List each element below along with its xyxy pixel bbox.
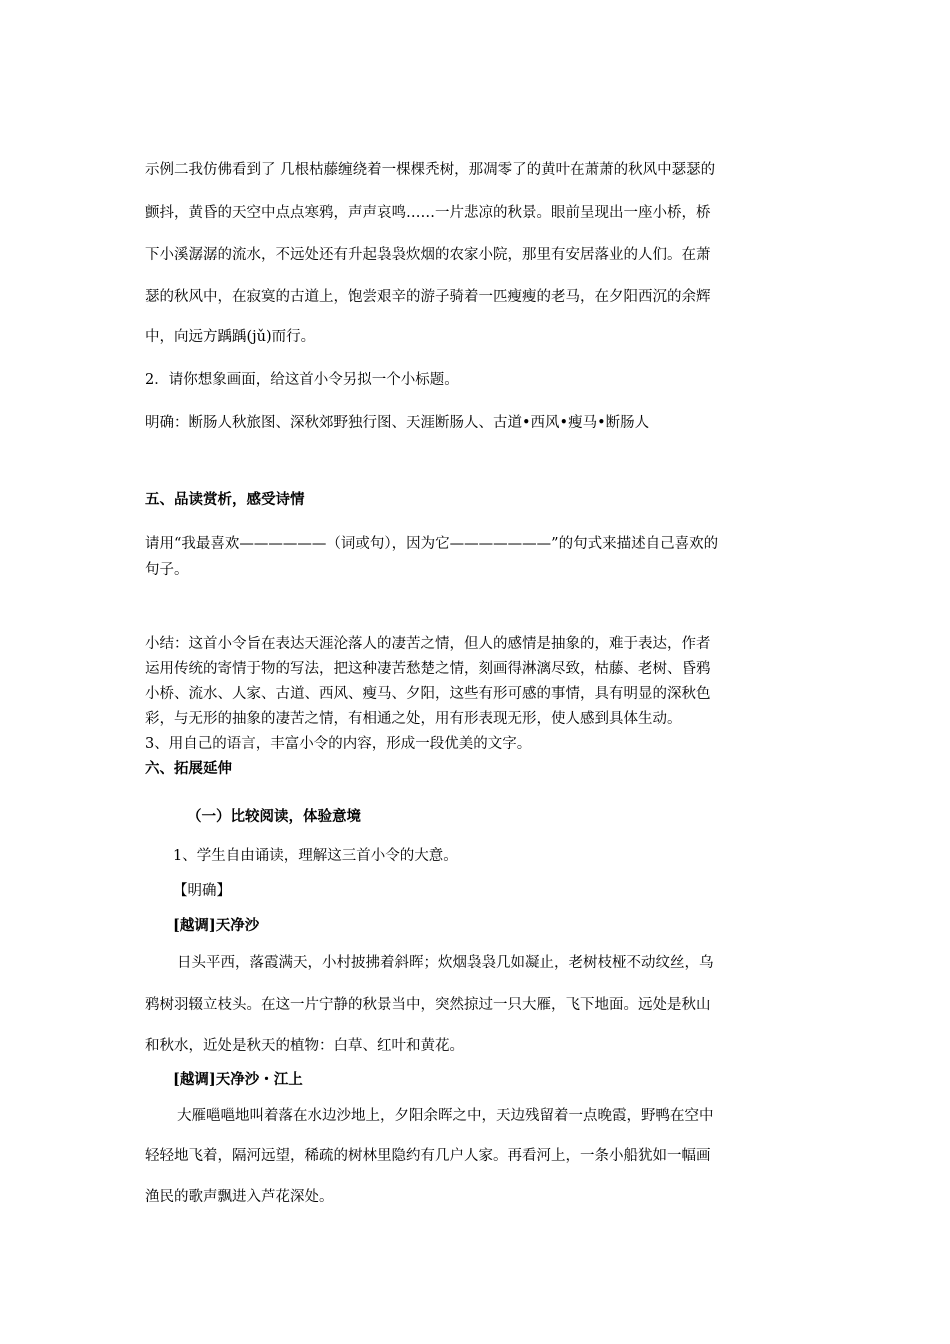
summary-line-2: 运用传统的寄情于物的写法，把这种凄苦愁楚之情，刻画得淋漓尽致，枯藤、老树、昏鸦 <box>145 661 711 677</box>
example-two-line-3: 下小溪潺潺的流水，不远处还有升起袅袅炊烟的农家小院，那里有安居落业的人们。在萧 <box>145 247 711 263</box>
section-five-heading: 五、品读赏析，感受诗情 <box>145 491 305 508</box>
example-two-line-1: 示例二我仿佛看到了 几根枯藤缠绕着一棵棵秃树，那凋零了的黄叶在萧萧的秋风中瑟瑟的 <box>145 162 716 178</box>
example-two-line-4: 瑟的秋风中，在寂寞的古道上，饱尝艰辛的游子骑着一匹瘦瘦的老马，在夕阳西沉的余辉 <box>145 289 711 305</box>
poem-two-title: [越调]天净沙・江上 <box>173 1071 303 1088</box>
prompt-line-2: 句子。 <box>145 562 189 578</box>
summary-line-4: 彩，与无形的抽象的凄苦之情，有相通之处，用有形表现无形，使人感到具体生动。 <box>145 711 682 727</box>
poem-two-line-2: 轻轻地飞着，隔河远望，稀疏的树林里隐约有几户人家。再看河上，一条小船犹如一幅画 <box>145 1148 711 1164</box>
sub-heading-comparison: （一）比较阅读，体验意境 <box>187 808 361 825</box>
poem-two-line-1: 大雁嗈嗈地叫着落在水边沙地上，夕阳余晖之中，天边残留着一点晚霞，野鸭在空中 <box>177 1108 714 1124</box>
task-one: 1、学生自由诵读，理解这三首小令的大意。 <box>173 848 458 864</box>
prompt-line-1: 请用“我最喜欢——————（词或句），因为它———————”的句式来描述自己喜欢的 <box>145 536 719 552</box>
summary-line-1: 小结：这首小令旨在表达天涯沦落人的凄苦之情，但人的感情是抽象的，难于表达，作者 <box>145 636 711 652</box>
question-two: 2．请你想象画面，给这首小令另拟一个小标题。 <box>145 372 459 388</box>
example-two-line-5: 中，向远方踽踽(jǔ)而行。 <box>145 329 316 345</box>
poem-one-line-1: 日头平西，落霞满天，小村披拂着斜晖；炊烟袅袅几如凝止，老树枝桠不动纹丝，乌 <box>177 955 714 971</box>
poem-one-title: [越调]天净沙 <box>173 917 260 934</box>
example-two-line-2: 颤抖，黄昏的天空中点点寒鸦，声声哀鸣……一片悲凉的秋景。眼前呈现出一座小桥，桥 <box>145 205 711 221</box>
task-three: 3、用自己的语言，丰富小令的内容，形成一段优美的文字。 <box>145 736 532 752</box>
poem-two-line-3: 渔民的歌声飘进入芦花深处。 <box>145 1189 334 1205</box>
poem-one-line-3: 和秋水，近处是秋天的植物：白草、红叶和黄花。 <box>145 1038 464 1054</box>
summary-line-3: 小桥、流水、人家、古道、西风、瘦马、夕阳，这些有形可感的事情，具有明显的深秋色 <box>145 686 711 702</box>
answer-two: 明确：断肠人秋旅图、深秋郊野独行图、天涯断肠人、古道•西风•瘦马•断肠人 <box>145 415 650 431</box>
section-six-heading: 六、拓展延伸 <box>145 760 232 777</box>
clarify-label: 【明确】 <box>173 883 231 899</box>
poem-one-line-2: 鸦树羽辍立枝头。在这一片宁静的秋景当中，突然掠过一只大雁，飞下地面。远处是秋山 <box>145 997 711 1013</box>
